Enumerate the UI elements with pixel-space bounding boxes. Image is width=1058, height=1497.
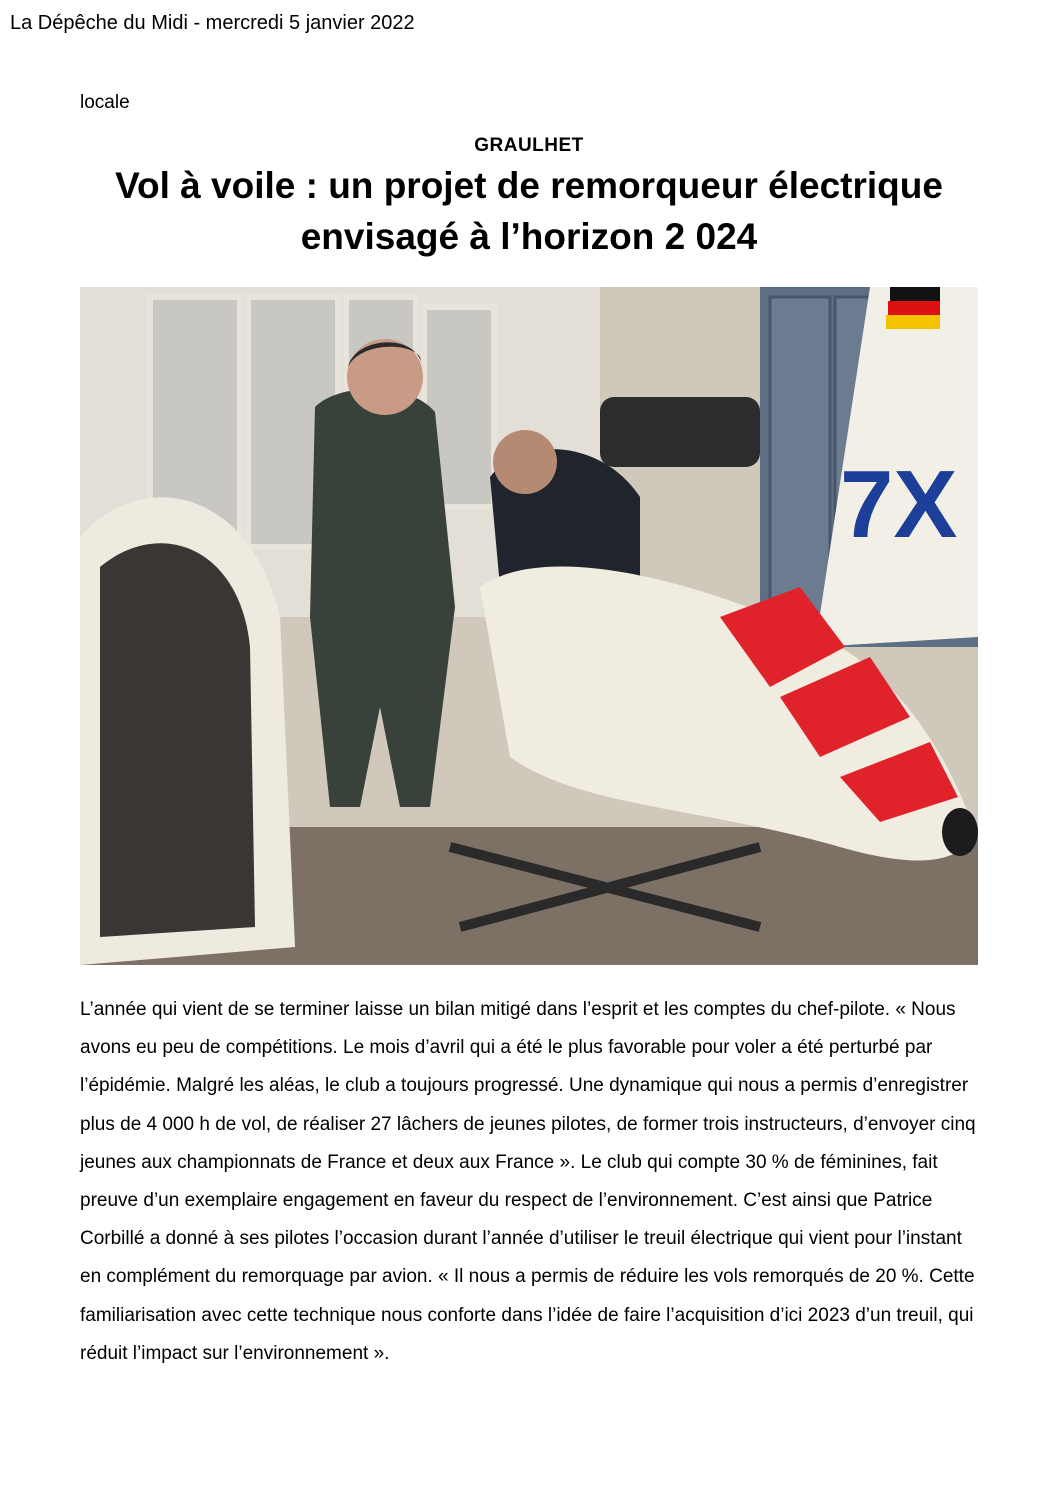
article-photo [80, 287, 978, 965]
publication-header: La Dépêche du Midi - mercredi 5 janvier 2022 [10, 12, 415, 34]
article-kicker: GRAULHET [474, 135, 584, 156]
workshop-glider-photo [80, 287, 978, 965]
headline-line-1: Vol à voile : un projet de remorqueur électrique [115, 165, 943, 206]
tail-marking: 7X [840, 451, 958, 558]
article-body: L’année qui vient de se terminer laisse un bilan mitigé dans l’esprit et les comptes du chef-pilote. « Nous avons eu peu de compétitions. Le mois d’avril qui a été le plus favorable pour voler a été perturbé par l’épidémie. Malgré les aléas, le club a toujours progressé. Une dynamique qui nous a permis d’enregistrer plus de 4 000 h de vol, de réaliser 27 lâchers de jeunes pilotes, de former trois instructeurs, d’envoyer cinq jeunes aux championnats de France et deux aux France ». Le club qui compte 30 % de féminines, fait preuve d’un exemplaire engagement en faveur du respect de l’environnement. C’est ainsi que Patrice Corbillé a donné à ses pilotes l’occasion durant l’année d’utiliser le treuil électrique qui vient pour l’instant en complément du remorquage par avion. « Il nous a permis de réduire les vols remorqués de 20 %. Cette familiarisation avec cette technique nous conforte dans l’idée de faire l’acquisition d’ici 2023 d’un treuil, qui réduit l’impact sur l’environnement ». [80, 999, 976, 1364]
headline-line-2: envisagé à l’horizon 2 024 [300, 216, 758, 257]
article-headline [60, 160, 998, 262]
section-label: locale [80, 92, 130, 113]
